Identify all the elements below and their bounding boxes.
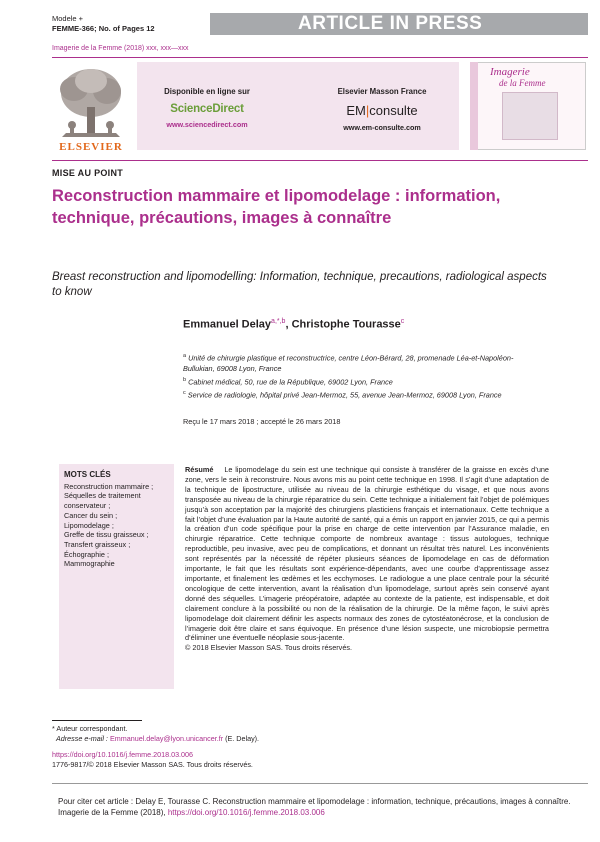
issn-line: 1776-9817/© 2018 Elsevier Masson SAS. Tous droits réservés. xyxy=(52,760,253,769)
affiliation-a xyxy=(183,351,543,375)
keyword-item: Cancer du sein ; xyxy=(64,510,118,520)
keyword-item: Greffe de tissu graisseux ; xyxy=(64,530,149,540)
abstract-text: Le lipomodelage du sein est une technique qui consiste à transférer de la graisse en excès d’une zone, vers le sein à reconstruire. Nous avons mis au point cette technique en 1998. Il s’agit d’une adaptation de la technique de lipostructure, utilisée au niveau de la chirurgie esthétique du visage, et que nous avons transposée au niveau de la chirurgie réparatrice du sein. Cette technique a initialement fait l’objet de polémiques jusqu’à son acceptation par la majorité des chirurgiens plasticiens français et internationaux. Cette technique a fait l’objet d’une évaluation par la Haute autorité de santé, qui a émis un rapport en janvier 2015, ce qui a permis la création d’un code spécifique pour la prise en charge de cette intervention par l’Assurance maladie, en chirurgie réparatrice. Cette technique comporte de nombreux avantage : tissus autologues, technique reproductible, peu invasive, avec peu de complications, et donnant un résultat très naturel. Les inconvénients sont représentés par la nécessité de répéter plusieurs séances de lipomodelage en cas de déformation importante, le fait que les résultats sont expérience-dépendants, avec une courbe d’apprentissage assez importante, et finalement les œdèmes et les ecchymoses. Le radiologue a une place centrale pour la sécurité oncologique de cette intervention, avant la réalisation d’un lipomodelage, surtout après sein conservé ayant donné des séquelles. L’imagerie préopératoire, adaptée au contexte de la patiente, est indispensable, et doit clairement conclure à la possibilité ou non de la réalisation de la chirurgie. De la même façon, le suivi après lipomodelage doit clairement définir les aspects normaux des zones de cytostéatonécrose, et la conclusion de l’imagerie doit être claire et sans équivoque. En présence d’une lésion suspecte, une microbiopsie permettra d’éliminer une éventuelle néoplasie sous-jacente. xyxy=(185,465,549,643)
cover-strip xyxy=(470,62,478,150)
doi-link[interactable]: https://doi.org/10.1016/j.femme.2018.03.006 xyxy=(52,750,194,759)
article-title: Reconstruction mammaire et lipomodelage : information, technique, précautions, images à connaître xyxy=(52,187,501,227)
header-rule xyxy=(52,57,588,58)
manuscript-info xyxy=(52,14,155,33)
abstract-label: Résumé xyxy=(185,465,214,474)
affiliation-c xyxy=(183,388,543,401)
keyword-item: Transfert graisseux ; xyxy=(64,539,131,549)
author-name: Christophe Tourasse xyxy=(291,318,401,331)
received-dates: Reçu le 17 mars 2018 ; accepté le 26 mars 2018 xyxy=(183,417,341,426)
article-english-title: Breast reconstruction and lipomodelling: Information, technique, precautions, radiological aspects to know xyxy=(52,271,547,298)
author-separator: , xyxy=(285,318,292,331)
affiliation-text: Unité de chirurgie plastique et reconstructrice, centre Léon-Bérard, 28, promenade Léa-et-Napoléon-Bullukian, 69008 Lyon, France xyxy=(183,353,514,374)
masson-label: Elsevier Masson France xyxy=(337,87,427,96)
sciencedirect-logo: ScienceDirect xyxy=(170,103,244,115)
keyword-item: Échographie ; xyxy=(64,549,110,559)
keyword-item: Reconstruction mammaire ; xyxy=(64,481,154,491)
affiliation-text: Cabinet médical, 50, rue de la République, 69002 Lyon, France xyxy=(186,377,393,387)
abstract xyxy=(185,465,549,653)
em-logo-right: consulte xyxy=(369,103,418,118)
affiliation-marker: a xyxy=(183,353,187,359)
em-consulte-column xyxy=(307,87,457,132)
citation-body: Pour citer cet article : Delay E, Tourasse C. Reconstruction mammaire et lipomodelage : information, technique, précautions, images à connaître. Imagerie de la Femme (2018), xyxy=(58,797,571,817)
keywords-title: MOTS CLÉS xyxy=(64,470,111,479)
citation-doi-link[interactable]: https://doi.org/10.1016/j.femme.2018.03.006 xyxy=(167,808,325,817)
header-bottom-rule xyxy=(52,160,588,161)
citation-text xyxy=(58,796,586,818)
keyword-item: Séquelles de traitement conservateur ; xyxy=(64,491,141,511)
footnote-rule xyxy=(52,720,142,721)
sciencedirect-link[interactable]: www.sciencedirect.com xyxy=(166,120,248,129)
affiliation-marker: c xyxy=(183,390,186,397)
keyword-item: Lipomodelage ; xyxy=(64,520,114,530)
keywords-list xyxy=(64,470,172,569)
cover-image xyxy=(502,92,558,140)
keyword-item: Mammographie xyxy=(64,559,115,569)
corresponding-author-note: * Auteur correspondant. xyxy=(52,724,128,733)
em-logo-left: EM xyxy=(346,103,366,118)
footnotes xyxy=(52,724,452,770)
cover-title: Imagerie xyxy=(490,66,530,78)
author-list xyxy=(183,318,404,331)
model-label: Modele + xyxy=(52,14,84,23)
elsevier-wordmark: ELSEVIER xyxy=(59,141,123,153)
sciencedirect-column xyxy=(142,87,272,129)
email-label: Adresse e-mail : xyxy=(56,734,110,743)
journal-reference: Imagerie de la Femme (2018) xxx, xxx—xxx xyxy=(52,45,189,52)
affiliation-b xyxy=(183,375,543,388)
affiliation-marker: b xyxy=(183,377,187,384)
author-affiliation-marker[interactable]: c xyxy=(400,318,405,325)
cover-subtitle: de la Femme xyxy=(499,78,546,88)
author-affiliation-marker[interactable]: a,*,b xyxy=(271,318,286,325)
page-count: No. of Pages 12 xyxy=(98,23,155,33)
available-label: Disponible en ligne sur xyxy=(164,87,250,96)
em-consulte-logo xyxy=(307,103,457,118)
affiliation-text: Service de radiologie, hôpital privé Jean-Mermoz, 55, avenue Jean-Mermoz, 69008 Lyon, France xyxy=(185,390,502,400)
affiliations xyxy=(183,351,543,401)
abstract-copyright: © 2018 Elsevier Masson SAS. Tous droits réservés. xyxy=(185,643,353,653)
author-name: Emmanuel Delay xyxy=(183,318,272,331)
manuscript-ref: FEMME-366; xyxy=(52,23,97,33)
email-suffix: (E. Delay). xyxy=(223,734,260,743)
section-label: MISE AU POINT xyxy=(52,168,124,178)
em-consulte-link[interactable]: www.em-consulte.com xyxy=(343,123,421,132)
email-line xyxy=(52,734,452,744)
em-logo-pipe: | xyxy=(365,103,370,118)
article-in-press-banner: ARTICLE IN PRESS xyxy=(210,13,588,35)
email-link[interactable]: Emmanuel.delay@lyon.unicancer.fr xyxy=(109,734,224,743)
